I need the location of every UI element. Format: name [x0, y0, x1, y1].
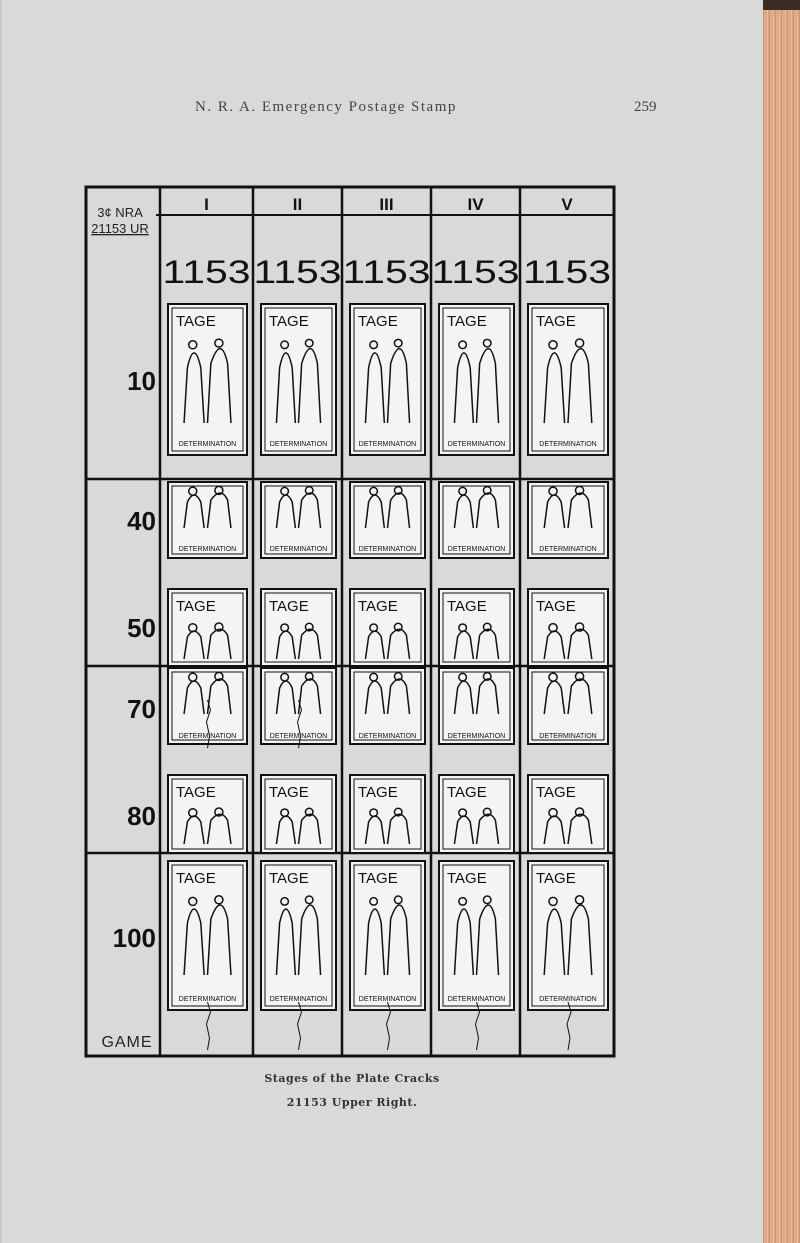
- stamp-bottom-text: DETERMINATION: [269, 996, 328, 1003]
- stamp-top-text: TAGE: [536, 313, 576, 330]
- row-label-10: 10: [127, 366, 156, 396]
- plate-number-4: 1153: [431, 254, 520, 290]
- stamp-top-text: TAGE: [358, 870, 398, 887]
- stamp-bottom-text: DETERMINATION: [358, 441, 417, 448]
- stamp-bottom-text: DETERMINATION: [447, 996, 506, 1003]
- stamp-bottom-text: DETERMINATION: [178, 441, 237, 448]
- stamp-top-text: TAGE: [176, 870, 216, 887]
- row-label-40: 40: [127, 506, 156, 536]
- page-number: 259: [634, 99, 657, 115]
- stamp-bottom-text: DETERMINATION: [178, 733, 237, 740]
- stamp-bottom-text: DETERMINATION: [539, 546, 597, 553]
- stamp-top-text: TAGE: [176, 598, 216, 615]
- plate-number-3: 1153: [342, 254, 431, 290]
- stamp-top-text: TAGE: [176, 784, 216, 801]
- stamp-top-text: TAGE: [176, 313, 216, 330]
- stamp-bottom-text: DETERMINATION: [447, 441, 506, 448]
- stamp-top-text: TAGE: [536, 598, 576, 615]
- stamp-top-text: TAGE: [269, 313, 309, 330]
- column-header-2: II: [292, 195, 303, 214]
- stamp-bottom-text: DETERMINATION: [358, 733, 417, 740]
- stamp-top-text: TAGE: [447, 313, 487, 330]
- stamp-top-text: TAGE: [536, 870, 576, 887]
- row-label-70: 70: [127, 694, 156, 724]
- column-header-5: V: [561, 195, 573, 214]
- running-header: N. R. A. Emergency Postage Stamp: [195, 99, 457, 115]
- stamp-bottom-text: DETERMINATION: [269, 733, 328, 740]
- stamp-top-text: TAGE: [358, 784, 398, 801]
- stamp-top-text: TAGE: [358, 313, 398, 330]
- stamp-bottom-text: DETERMINATION: [269, 546, 328, 553]
- stamp-top-text: TAGE: [447, 598, 487, 615]
- stamp-top-text: TAGE: [358, 598, 398, 615]
- stamp-bottom-text: DETERMINATION: [447, 733, 506, 740]
- stamp-bottom-text: DETERMINATION: [539, 441, 597, 448]
- row-label-50: 50: [127, 613, 156, 643]
- plate-number-1: 1153: [162, 254, 251, 290]
- stamp-top-text: TAGE: [269, 784, 309, 801]
- stamp-bottom-text: DETERMINATION: [178, 546, 237, 553]
- stamp-top-text: TAGE: [269, 870, 309, 887]
- stamp-bottom-text: DETERMINATION: [358, 996, 417, 1003]
- column-header-1: I: [204, 195, 209, 214]
- stamp-bottom-text: DETERMINATION: [178, 996, 237, 1003]
- row-label-80: 80: [127, 801, 156, 831]
- stamp-top-text: TAGE: [269, 598, 309, 615]
- plate-crack-figure: [2, 0, 765, 1243]
- plate-number-2: 1153: [253, 254, 342, 290]
- page-stack-edge: [763, 0, 800, 1243]
- stamp-bottom-text: DETERMINATION: [358, 546, 417, 553]
- stamp-bottom-text: DETERMINATION: [447, 546, 506, 553]
- figure-caption-subtitle: 21153 Upper Right.: [286, 1096, 418, 1109]
- stamp-bottom-text: DETERMINATION: [539, 733, 597, 740]
- stamp-bottom-text: DETERMINATION: [539, 996, 597, 1003]
- stamp-bottom-text: DETERMINATION: [269, 441, 328, 448]
- corner-label-line2: 21153 UR: [91, 221, 149, 236]
- figure-caption-title: Stages of the Plate Cracks: [264, 1072, 440, 1085]
- column-header-4: IV: [467, 195, 484, 214]
- stamp-top-text: TAGE: [447, 870, 487, 887]
- stamp-top-text: TAGE: [536, 784, 576, 801]
- row-label-100: 100: [112, 923, 156, 953]
- book-cover-edge: [763, 0, 800, 10]
- plate-number-5: 1153: [523, 254, 611, 290]
- corner-label-line1: 3¢ NRA: [97, 205, 143, 220]
- stamp-top-text: TAGE: [447, 784, 487, 801]
- footer-label: GAME: [101, 1034, 153, 1051]
- column-header-3: III: [379, 195, 394, 214]
